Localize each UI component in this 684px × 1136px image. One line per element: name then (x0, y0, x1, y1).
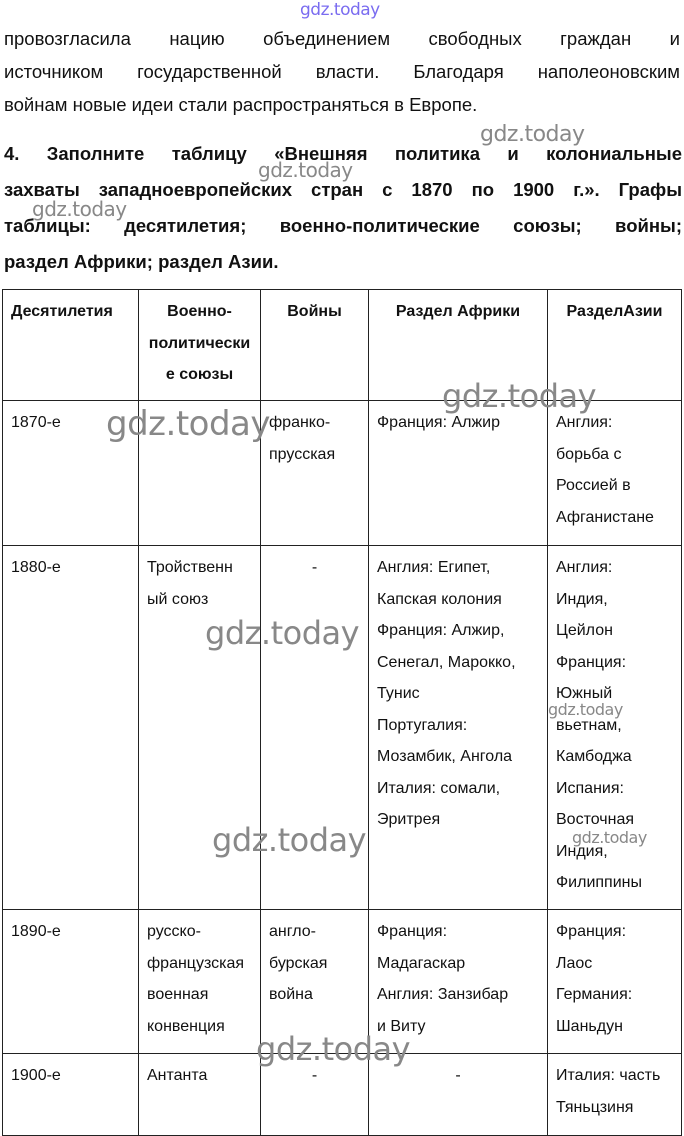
cell-line: Россией в (556, 477, 631, 494)
cell-line: Англия: (556, 559, 613, 576)
cell-line: Франция: Алжир, (377, 622, 505, 639)
cell-line: Англия: Занзибар (377, 986, 509, 1003)
task-line: 4. Заполните таблицу «Внешняя политика и колониальные (4, 143, 682, 164)
cell-line: вьетнам, (556, 716, 622, 734)
task-line: раздел Африки; раздел Азии. (4, 251, 279, 272)
cell-line: бурская (269, 954, 328, 972)
cell-line: Франция: (556, 653, 627, 671)
cell-line: Эритрея (377, 811, 441, 828)
watermark-top: gdz.today (300, 0, 380, 20)
cell-line: Цейлон (556, 622, 613, 639)
cell-line: - (311, 1067, 318, 1084)
intro-line: провозгласила нацию объединением свободных граждан и (4, 28, 680, 49)
cell-line: Афганистане (556, 508, 654, 526)
cell-line: Азии (623, 303, 663, 320)
cell-line: Италия: сомали, (377, 779, 501, 797)
cell-line: - (311, 559, 318, 576)
cell-decade (3, 910, 139, 1054)
cell-line: Камбоджа (556, 748, 632, 765)
cell-line: Англия: Египет, (377, 559, 491, 576)
cell-line: Тяньцзиня (556, 1098, 634, 1116)
cell-line: Франция: (556, 923, 627, 940)
cell-line: - (455, 1067, 461, 1084)
cell-line: 1890-е (11, 923, 61, 940)
intro-paragraph (4, 22, 680, 121)
watermark: gdz.today (106, 404, 270, 444)
cell-line: франко- (269, 414, 331, 431)
watermark: gdz.today (480, 122, 585, 147)
cell-line: Войны (287, 303, 342, 320)
cell-line: Капская колония (377, 590, 502, 608)
table-row (3, 401, 682, 546)
cell-asia (548, 401, 682, 546)
cell-line: Лаос (556, 954, 593, 972)
cell-line: Германия: (556, 986, 633, 1003)
cell-decade (3, 546, 139, 910)
cell-line: Испания: (556, 779, 624, 797)
cell-alliances (139, 1054, 261, 1136)
cell-asia (548, 910, 682, 1054)
cell-line: и Виту (377, 1017, 426, 1035)
header-decades (3, 290, 139, 401)
header-alliances (139, 290, 261, 401)
watermark: gdz.today (442, 377, 597, 415)
cell-line: Антанта (147, 1067, 208, 1084)
cell-line: Мозамбик, Ангола (377, 748, 513, 765)
cell-line: англо- (269, 923, 316, 940)
watermark: gdz.today (258, 158, 353, 182)
cell-africa (369, 401, 548, 546)
cell-line: ый союз (147, 590, 209, 608)
watermark: gdz.today (256, 1030, 411, 1068)
cell-line: Восточная (556, 811, 634, 828)
cell-asia (548, 1054, 682, 1136)
cell-line: 1900-е (11, 1067, 61, 1084)
cell-line: 1870-е (11, 414, 61, 431)
cell-line: ие союзы (165, 334, 251, 383)
intro-line: войнам новые идеи стали распространяться в Европе. (4, 94, 478, 115)
watermark: gdz.today (32, 197, 127, 221)
cell-line: Десятилетия (11, 303, 113, 320)
header-wars (261, 290, 369, 401)
watermark: gdz.today (212, 821, 367, 859)
watermark: gdz.today (572, 828, 647, 847)
cell-line: Сенегал, Марокко, (377, 653, 516, 671)
cell-line: конвенция (147, 1017, 225, 1035)
watermark: gdz.today (548, 700, 623, 719)
cell-line: русско- (147, 923, 201, 940)
cell-line: Тунис (377, 685, 420, 702)
cell-line: Мадагаскар (377, 954, 466, 972)
cell-line: война (269, 986, 313, 1003)
cell-decade (3, 1054, 139, 1136)
intro-line: источником государственной власти. Благодаря наполеоновским (4, 61, 680, 82)
cell-line: Шаньдун (556, 1017, 623, 1035)
cell-line: Тройственн (147, 559, 233, 576)
task-line: захваты западноевропейских стран с 1870 по 1900 г.». Графы (4, 179, 682, 200)
cell-line: Франция: (377, 923, 448, 940)
cell-wars (261, 401, 369, 546)
watermark: gdz.today (205, 614, 360, 652)
cell-line: Раздел Африки (395, 303, 521, 320)
cell-alliances (139, 910, 261, 1054)
cell-line: военная (147, 986, 209, 1003)
cell-line: Южный (556, 685, 613, 702)
cell-line: Италия: часть (556, 1067, 661, 1084)
task-line: таблицы: десятилетия; военно-политические союзы; войны; (4, 215, 682, 236)
cell-line: Филиппины (556, 874, 642, 891)
cell-line: Португалия: (377, 716, 468, 734)
cell-line: Индия, (556, 590, 608, 608)
cell-line: французская (147, 954, 245, 972)
cell-line: Раздел (566, 303, 624, 320)
cell-line: Франция: Алжир (377, 414, 500, 431)
cell-line: политическ (148, 334, 241, 352)
cell-line: Англия: (556, 414, 613, 431)
cell-line: борьба с (556, 445, 622, 463)
cell-line: Индия, (556, 842, 608, 860)
cell-africa (369, 546, 548, 910)
cell-asia (548, 546, 682, 910)
cell-line: 1880-е (11, 559, 61, 576)
cell-line: Военно- (167, 303, 232, 320)
cell-line: прусская (269, 445, 336, 463)
